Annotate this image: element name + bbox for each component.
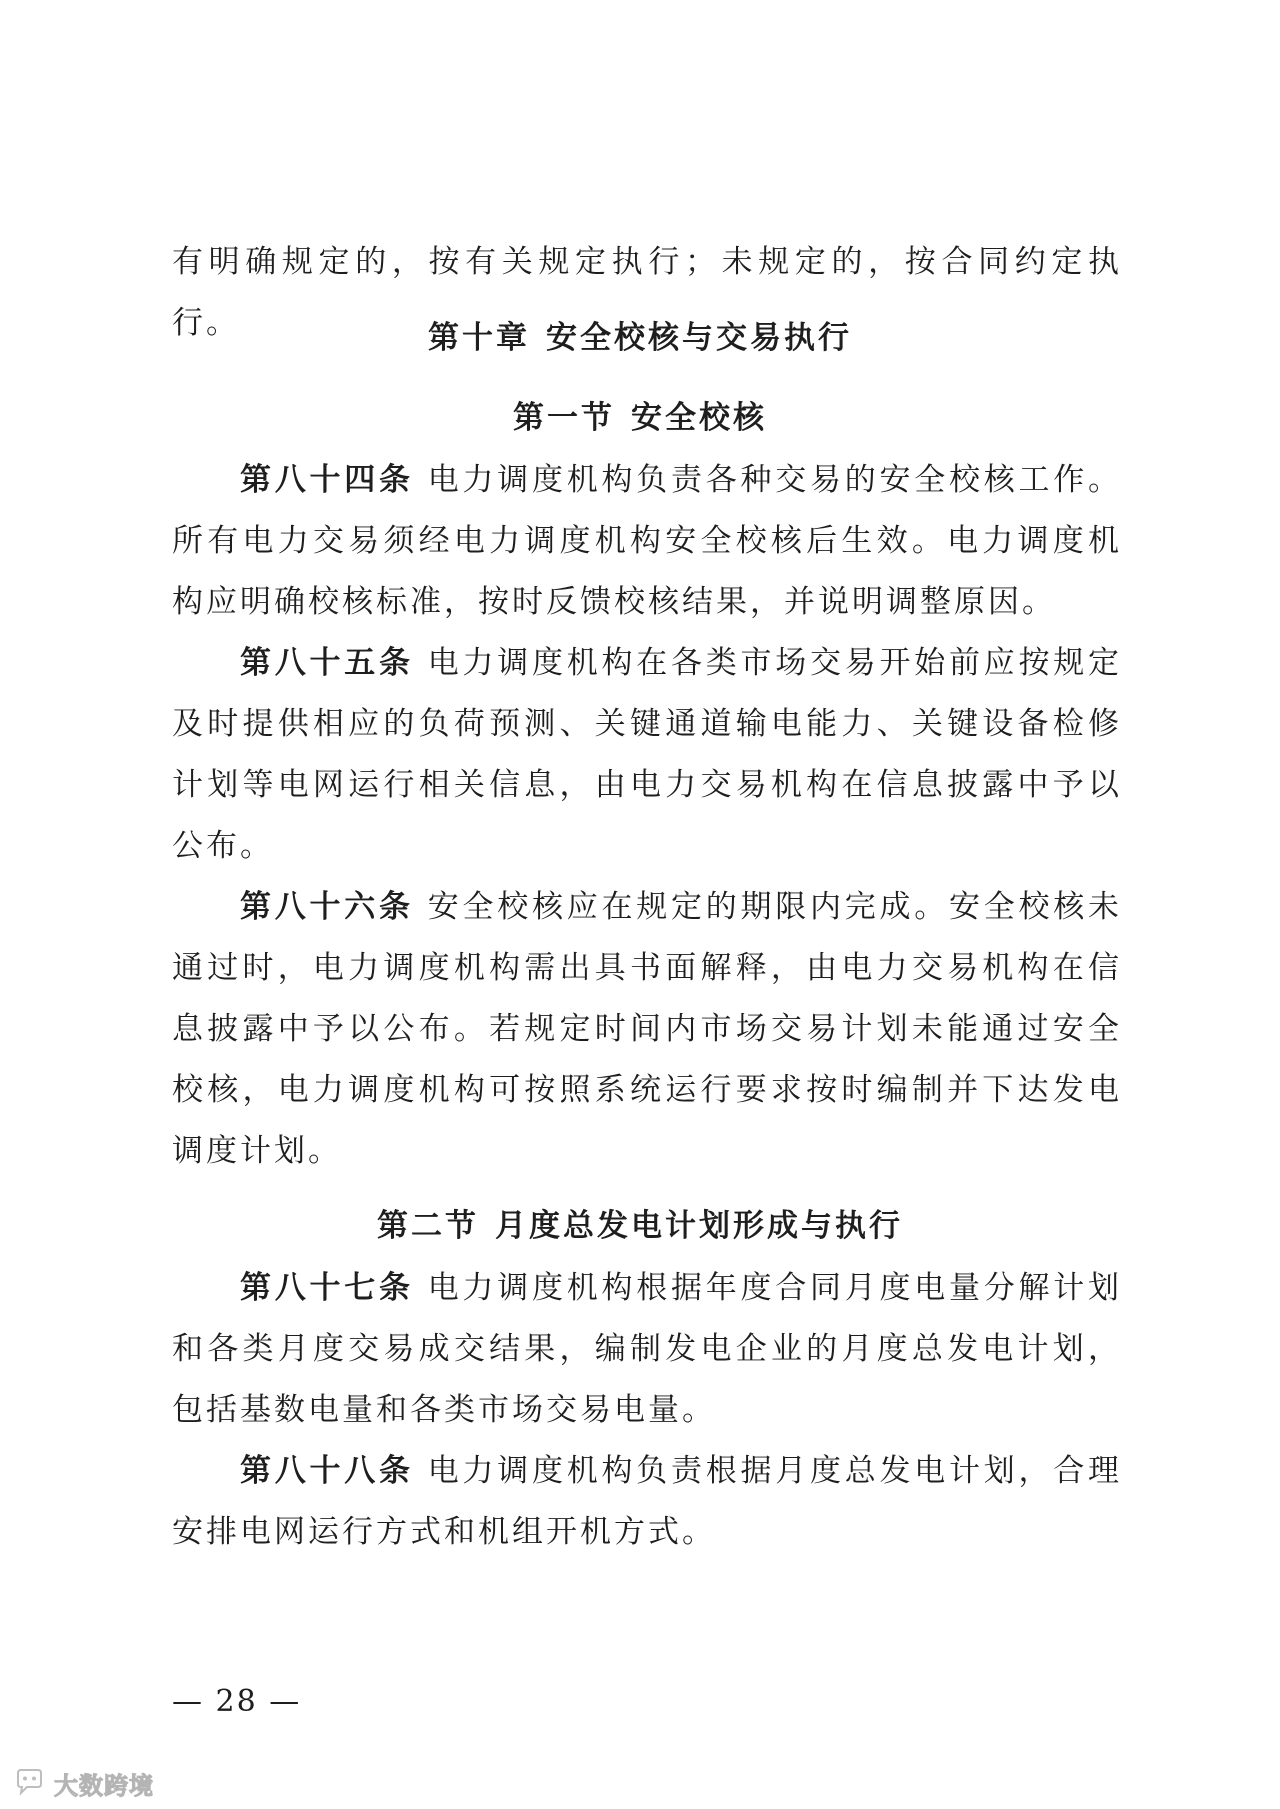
article-text: 电力调度机构根据年度合同月度电量分解计划和各类月度交易成交结果，编制发电企业的月度总发电计划，包括基数电量和各类市场交易电量。 bbox=[172, 1270, 1122, 1428]
article-84 bbox=[172, 450, 1122, 633]
chat-bubble-logo-icon bbox=[14, 1767, 48, 1799]
article-label: 第八十五条 bbox=[240, 645, 414, 681]
page-number: — 28 — bbox=[172, 1684, 302, 1719]
chapter-title: 安全校核与交易执行 bbox=[546, 320, 852, 356]
article-label: 第八十六条 bbox=[240, 889, 414, 925]
article-text: 电力调度机构在各类市场交易开始前应按规定及时提供相应的负荷预测、关键通道输电能力、关键设备检修计划等电网运行相关信息，由电力交易机构在信息披露中予以公布。 bbox=[172, 645, 1122, 864]
article-85 bbox=[172, 633, 1122, 877]
article-86 bbox=[172, 877, 1122, 1182]
section-heading-1 bbox=[0, 392, 1280, 437]
chapter-number: 第十章 bbox=[428, 320, 530, 356]
article-88 bbox=[172, 1441, 1122, 1563]
section-number: 第二节 bbox=[377, 1208, 479, 1244]
carryover-paragraph: 有明确规定的，按有关规定执行；未规定的，按合同约定执行。 bbox=[172, 244, 1122, 341]
chapter-heading bbox=[0, 312, 1280, 357]
article-text: 安全校核应在规定的期限内完成。安全校核未通过时，电力调度机构需出具书面解释，由电力交易机构在信息披露中予以公布。若规定时间内市场交易计划未能通过安全校核，电力调度机构可按照系统运行要求按时编制并下达发电调度计划。 bbox=[172, 889, 1122, 1169]
watermark-text: 大数跨境 bbox=[54, 1771, 154, 1800]
section-title: 安全校核 bbox=[631, 400, 767, 436]
section-heading-2 bbox=[0, 1200, 1280, 1245]
article-label: 第八十四条 bbox=[240, 462, 414, 498]
article-text: 电力调度机构负责各种交易的安全校核工作。所有电力交易须经电力调度机构安全校核后生效。电力调度机构应明确校核标准，按时反馈校核结果，并说明调整原因。 bbox=[172, 462, 1122, 620]
section-title: 月度总发电计划形成与执行 bbox=[495, 1208, 903, 1244]
article-label: 第八十八条 bbox=[240, 1453, 414, 1489]
article-87 bbox=[172, 1258, 1122, 1441]
section-number: 第一节 bbox=[513, 400, 615, 436]
article-text: 电力调度机构负责根据月度总发电计划，合理安排电网运行方式和机组开机方式。 bbox=[172, 1453, 1122, 1550]
article-label: 第八十七条 bbox=[240, 1270, 414, 1306]
watermark bbox=[14, 1766, 154, 1800]
